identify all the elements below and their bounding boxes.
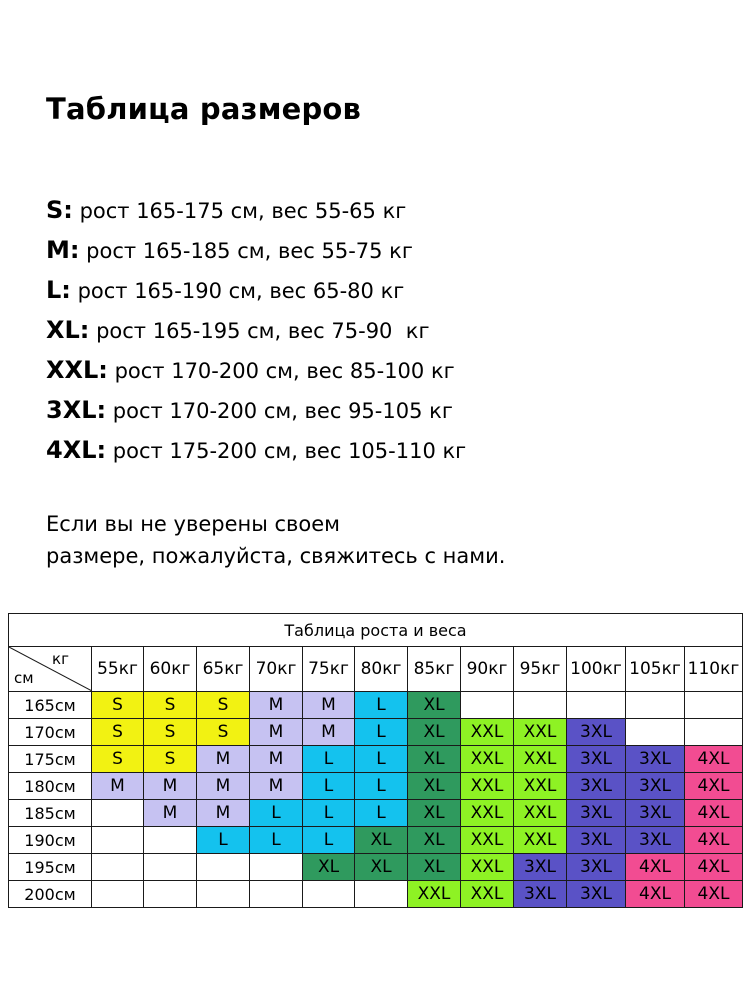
size-cell: L xyxy=(355,719,408,746)
size-cell: XL xyxy=(408,692,461,719)
size-cell: S xyxy=(92,746,144,773)
size-cell xyxy=(626,719,685,746)
weight-header-cell: 110кг xyxy=(685,647,743,692)
table-row xyxy=(9,881,743,908)
weight-header-cell: 80кг xyxy=(355,647,408,692)
height-header-cell: 200см xyxy=(9,881,92,908)
note-line: Если вы не уверены своем xyxy=(46,512,341,536)
size-cell: XXL xyxy=(514,719,567,746)
size-cell: 3XL xyxy=(514,854,567,881)
height-header-cell: 190см xyxy=(9,827,92,854)
size-cell xyxy=(144,881,197,908)
size-cell: M xyxy=(250,746,303,773)
size-cell: 4XL xyxy=(685,827,743,854)
size-cell: 3XL xyxy=(567,854,626,881)
size-cell: 3XL xyxy=(514,881,567,908)
size-cell: 4XL xyxy=(685,800,743,827)
size-cell: XXL xyxy=(461,773,514,800)
size-cell: 3XL xyxy=(567,881,626,908)
size-cell: 3XL xyxy=(567,827,626,854)
size-code: M: xyxy=(46,236,80,264)
weight-header-cell: 55кг xyxy=(92,647,144,692)
size-cell: XXL xyxy=(461,719,514,746)
weight-header-cell: 75кг xyxy=(303,647,355,692)
size-cell xyxy=(92,800,144,827)
size-cell: L xyxy=(355,692,408,719)
size-cell: L xyxy=(197,827,250,854)
size-cell: S xyxy=(144,692,197,719)
size-cell: XXL xyxy=(461,746,514,773)
size-cell: L xyxy=(303,746,355,773)
size-cell: 3XL xyxy=(567,746,626,773)
size-cell: M xyxy=(92,773,144,800)
size-line-s xyxy=(46,190,466,230)
size-cell: XL xyxy=(355,827,408,854)
height-header-cell: 175см xyxy=(9,746,92,773)
size-cell: 4XL xyxy=(626,854,685,881)
size-code: XXL: xyxy=(46,356,108,384)
size-cell: 4XL xyxy=(685,881,743,908)
corner-cell xyxy=(9,647,92,692)
size-cell xyxy=(144,854,197,881)
size-cell: M xyxy=(144,773,197,800)
size-cell: L xyxy=(355,800,408,827)
size-description: рост 165-195 см, вес 75-90 кг xyxy=(89,319,430,343)
table-row xyxy=(9,854,743,881)
weight-header-row xyxy=(9,647,743,692)
size-cell: 3XL xyxy=(626,800,685,827)
weight-header-cell: 85кг xyxy=(408,647,461,692)
weight-header-cell: 105кг xyxy=(626,647,685,692)
size-cell: S xyxy=(92,692,144,719)
size-cell: XXL xyxy=(461,827,514,854)
size-cell: XXL xyxy=(514,800,567,827)
size-cell: XXL xyxy=(461,881,514,908)
size-cell: XXL xyxy=(461,854,514,881)
size-cell: L xyxy=(303,773,355,800)
page-title: Таблица размеров xyxy=(46,92,362,126)
size-description: рост 170-200 см, вес 95-105 кг xyxy=(106,399,453,423)
size-cell: M xyxy=(144,800,197,827)
table-body xyxy=(9,692,743,908)
size-cell: XXL xyxy=(514,773,567,800)
size-cell: XL xyxy=(355,854,408,881)
size-cell: 3XL xyxy=(626,773,685,800)
size-cell: XXL xyxy=(408,881,461,908)
size-cell: L xyxy=(355,746,408,773)
size-cell xyxy=(461,692,514,719)
size-cell xyxy=(303,881,355,908)
size-line-3xl xyxy=(46,390,466,430)
size-cell: 4XL xyxy=(685,773,743,800)
size-cell: XXL xyxy=(461,800,514,827)
size-cell: S xyxy=(144,719,197,746)
size-cell xyxy=(567,692,626,719)
size-cell xyxy=(144,827,197,854)
size-cell xyxy=(197,854,250,881)
size-line-m xyxy=(46,230,466,270)
size-cell: XL xyxy=(303,854,355,881)
size-line-4xl xyxy=(46,430,466,470)
size-cell: XL xyxy=(408,746,461,773)
size-cell: M xyxy=(303,719,355,746)
height-header-cell: 185см xyxy=(9,800,92,827)
size-code: 3XL: xyxy=(46,396,107,424)
size-cell xyxy=(197,881,250,908)
height-weight-table xyxy=(8,613,743,908)
size-cell: XL xyxy=(408,827,461,854)
table-row xyxy=(9,746,743,773)
size-cell: 3XL xyxy=(626,746,685,773)
weight-header-cell: 60кг xyxy=(144,647,197,692)
size-cell xyxy=(250,854,303,881)
weight-header-cell: 95кг xyxy=(514,647,567,692)
size-cell: XXL xyxy=(514,746,567,773)
weight-header-cell: 90кг xyxy=(461,647,514,692)
size-description: рост 170-200 см, вес 85-100 кг xyxy=(107,359,455,383)
table-row xyxy=(9,692,743,719)
size-cell: 4XL xyxy=(626,881,685,908)
size-cell: L xyxy=(250,800,303,827)
size-code: 4XL: xyxy=(46,436,107,464)
size-cell xyxy=(626,692,685,719)
size-cell: M xyxy=(197,800,250,827)
size-line-l xyxy=(46,270,466,310)
size-cell: XXL xyxy=(514,827,567,854)
height-header-cell: 195см xyxy=(9,854,92,881)
size-cell: 4XL xyxy=(685,746,743,773)
size-cell xyxy=(92,854,144,881)
size-cell: 3XL xyxy=(567,773,626,800)
size-cell: L xyxy=(355,773,408,800)
size-cell: XL xyxy=(408,800,461,827)
size-code: S: xyxy=(46,196,73,224)
size-cell: L xyxy=(303,827,355,854)
size-cell xyxy=(92,881,144,908)
size-description: рост 165-185 см, вес 55-75 кг xyxy=(79,239,413,263)
size-cell: M xyxy=(250,692,303,719)
corner-cm-label: см xyxy=(14,669,34,687)
table-row xyxy=(9,827,743,854)
size-list xyxy=(46,190,466,470)
size-code: L: xyxy=(46,276,71,304)
size-cell: M xyxy=(197,746,250,773)
size-description: рост 175-200 см, вес 105-110 кг xyxy=(106,439,467,463)
size-cell: 3XL xyxy=(567,800,626,827)
table-caption: Таблица роста и веса xyxy=(9,614,743,647)
size-cell: L xyxy=(303,800,355,827)
size-cell: 3XL xyxy=(567,719,626,746)
contact-note xyxy=(46,508,505,572)
size-line-xl xyxy=(46,310,466,350)
corner-kg-label: кг xyxy=(52,650,69,668)
size-description: рост 165-190 см, вес 65-80 кг xyxy=(70,279,405,303)
size-cell: M xyxy=(197,773,250,800)
size-cell xyxy=(685,692,743,719)
table-row xyxy=(9,719,743,746)
size-cell xyxy=(514,692,567,719)
size-cell: S xyxy=(197,719,250,746)
table-row xyxy=(9,773,743,800)
weight-header-cell: 65кг xyxy=(197,647,250,692)
weight-header-cell: 100кг xyxy=(567,647,626,692)
size-cell: S xyxy=(92,719,144,746)
size-cell: M xyxy=(250,719,303,746)
size-cell: 3XL xyxy=(626,827,685,854)
note-line: размере, пожалуйста, свяжитесь с нами. xyxy=(46,544,506,568)
size-cell xyxy=(92,827,144,854)
height-header-cell: 165см xyxy=(9,692,92,719)
weight-header-cell: 70кг xyxy=(250,647,303,692)
height-header-cell: 170см xyxy=(9,719,92,746)
size-cell: 4XL xyxy=(685,854,743,881)
size-cell: S xyxy=(197,692,250,719)
size-cell: S xyxy=(144,746,197,773)
size-description: рост 165-175 см, вес 55-65 кг xyxy=(72,199,407,223)
height-header-cell: 180см xyxy=(9,773,92,800)
size-cell: M xyxy=(303,692,355,719)
size-cell: M xyxy=(250,773,303,800)
size-cell xyxy=(685,719,743,746)
size-line-xxl xyxy=(46,350,466,390)
size-cell: XL xyxy=(408,854,461,881)
size-cell: XL xyxy=(408,719,461,746)
size-cell xyxy=(250,881,303,908)
size-cell: L xyxy=(250,827,303,854)
size-code: XL: xyxy=(46,316,90,344)
size-cell xyxy=(355,881,408,908)
table-row xyxy=(9,800,743,827)
size-cell: XL xyxy=(408,773,461,800)
